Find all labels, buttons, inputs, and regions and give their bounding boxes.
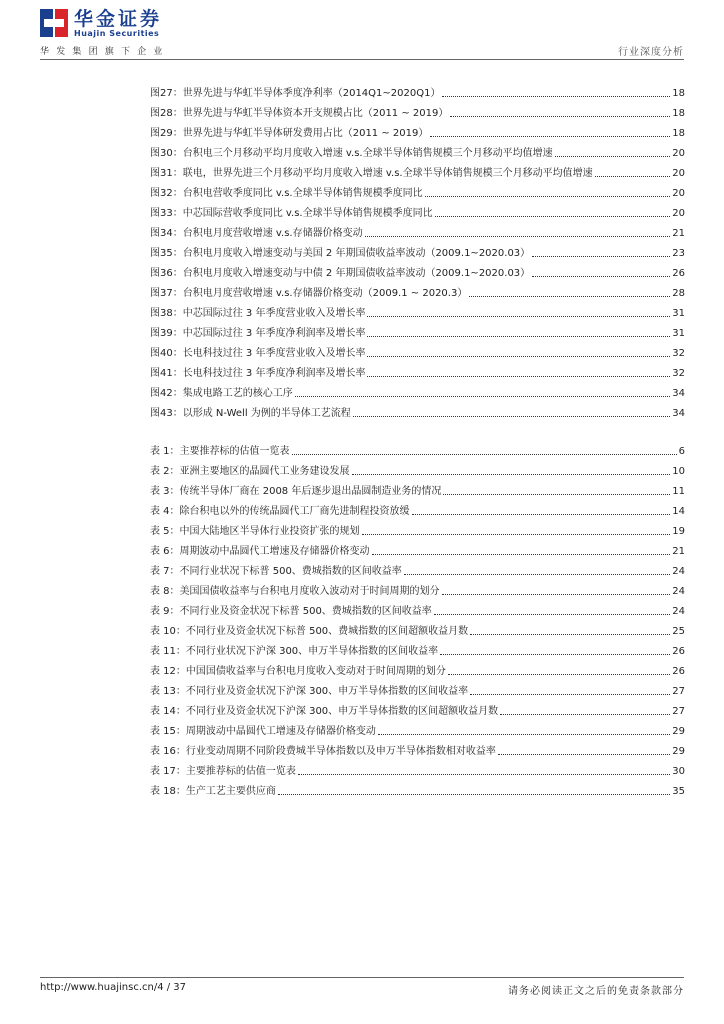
entry-page: 19 xyxy=(672,526,685,537)
entry-page: 27 xyxy=(672,686,685,697)
figure-entry[interactable] xyxy=(150,140,685,160)
dot-leader xyxy=(435,216,671,217)
entry-page: 26 xyxy=(672,666,685,677)
entry-title: 图35：台积电月度收入增速变动与美国 2 年期国债收益率波动（2009.1~2020.03） xyxy=(150,248,531,259)
entry-title: 表 12：中国国债收益率与台积电月度收入变动对于时间周期的划分 xyxy=(150,666,446,677)
figure-entry[interactable] xyxy=(150,280,685,300)
entry-page: 35 xyxy=(672,786,685,797)
figure-entry[interactable] xyxy=(150,80,685,100)
table-entry[interactable] xyxy=(150,638,685,658)
entry-page: 28 xyxy=(672,288,685,299)
entry-title: 图38：中芯国际过往 3 年季度营业收入及增长率 xyxy=(150,308,366,319)
entry-page: 20 xyxy=(672,148,685,159)
table-entry[interactable] xyxy=(150,678,685,698)
figure-entry[interactable] xyxy=(150,320,685,340)
table-entry[interactable] xyxy=(150,698,685,718)
dot-leader xyxy=(470,694,670,695)
table-entry[interactable] xyxy=(150,578,685,598)
dot-leader xyxy=(442,594,671,595)
entry-page: 32 xyxy=(672,368,685,379)
table-entry[interactable] xyxy=(150,598,685,618)
entry-title: 表 17：主要推荐标的估值一览表 xyxy=(150,766,296,777)
entry-page: 21 xyxy=(672,228,685,239)
dot-leader xyxy=(430,136,670,137)
entry-page: 18 xyxy=(672,88,685,99)
entry-page: 6 xyxy=(678,446,685,457)
entry-title: 图42：集成电路工艺的核心工序 xyxy=(150,388,293,399)
entry-title: 图34：台积电月度营收增速 v.s.存储器价格变动 xyxy=(150,228,363,239)
entry-title: 表 9：不同行业及资金状况下标普 500、费城指数的区间收益率 xyxy=(150,606,432,617)
entry-page: 34 xyxy=(672,408,685,419)
entry-title: 表 15：周期波动中晶圆代工增速及存储器价格变动 xyxy=(150,726,376,737)
table-entry[interactable] xyxy=(150,458,685,478)
dot-leader xyxy=(367,336,670,337)
header-divider xyxy=(40,59,684,60)
entry-title: 图30：台积电三个月移动平均月度收入增速 v.s.全球半导体销售规模三个月移动平均值增速 xyxy=(150,148,553,159)
table-entry[interactable] xyxy=(150,758,685,778)
dot-leader xyxy=(434,614,670,615)
dot-leader xyxy=(278,794,670,795)
entry-page: 27 xyxy=(672,706,685,717)
entry-page: 20 xyxy=(672,208,685,219)
dot-leader xyxy=(295,396,671,397)
entry-title: 表 6：周期波动中晶圆代工增速及存储器价格变动 xyxy=(150,546,370,557)
entry-title: 图43：以形成 N-Well 为例的半导体工艺流程 xyxy=(150,408,351,419)
dot-leader xyxy=(595,176,671,177)
entry-title: 表 18：生产工艺主要供应商 xyxy=(150,786,276,797)
dot-leader xyxy=(367,316,670,317)
dot-leader xyxy=(443,494,670,495)
entry-page: 11 xyxy=(672,486,685,497)
entry-title: 图36：台积电月度收入增速变动与中债 2 年期国债收益率波动（2009.1~2020.03） xyxy=(150,268,531,279)
table-entry[interactable] xyxy=(150,738,685,758)
dot-leader xyxy=(298,774,670,775)
figure-entry[interactable] xyxy=(150,400,685,420)
figure-entry[interactable] xyxy=(150,240,685,260)
entry-page: 24 xyxy=(672,606,685,617)
entry-page: 31 xyxy=(672,308,685,319)
logo-english-name: Huajin Securities xyxy=(74,28,160,38)
entry-title: 图27：世界先进与华虹半导体季度净利率（2014Q1~2020Q1） xyxy=(150,88,441,99)
entry-page: 31 xyxy=(672,328,685,339)
table-entry[interactable] xyxy=(150,618,685,638)
entry-title: 图31：联电，世界先进三个月移动平均月度收入增速 v.s.全球半导体销售规模三个月移动平均值增速 xyxy=(150,168,593,179)
dot-leader xyxy=(470,634,670,635)
table-entry[interactable] xyxy=(150,718,685,738)
entry-page: 29 xyxy=(672,726,685,737)
table-entry[interactable] xyxy=(150,478,685,498)
dot-leader xyxy=(367,356,670,357)
table-entry[interactable] xyxy=(150,778,685,798)
entry-page: 24 xyxy=(672,566,685,577)
entry-title: 表 8：美国国债收益率与台积电月度收入波动对于时间周期的划分 xyxy=(150,586,440,597)
figure-entry[interactable] xyxy=(150,220,685,240)
entry-title: 图32：台积电营收季度同比 v.s.全球半导体销售规模季度同比 xyxy=(150,188,423,199)
dot-leader xyxy=(450,116,670,117)
figure-entry[interactable] xyxy=(150,300,685,320)
table-entry[interactable] xyxy=(150,558,685,578)
entry-title: 图37：台积电月度营收增速 v.s.存储器价格变动（2009.1 ~ 2020.3） xyxy=(150,288,468,299)
dot-leader xyxy=(352,474,671,475)
entry-title: 图29：世界先进与华虹半导体研发费用占比（2011 ~ 2019） xyxy=(150,128,429,139)
entry-title: 图28：世界先进与华虹半导体资本开支规模占比（2011 ~ 2019） xyxy=(150,108,449,119)
entry-page: 34 xyxy=(672,388,685,399)
entry-page: 20 xyxy=(672,168,685,179)
dot-leader xyxy=(292,454,677,455)
entry-title: 表 2：亚洲主要地区的晶圆代工业务建设发展 xyxy=(150,466,350,477)
dot-leader xyxy=(425,196,671,197)
footer-disclaimer: 请务必阅读正文之后的免责条款部分 xyxy=(508,986,684,997)
dot-leader xyxy=(442,96,670,97)
figure-entry[interactable] xyxy=(150,340,685,360)
figure-entry[interactable] xyxy=(150,180,685,200)
dot-leader xyxy=(372,554,671,555)
entry-title: 表 4：除台积电以外的传统晶圆代工厂商先进制程投资放缓 xyxy=(150,506,410,517)
entry-page: 29 xyxy=(672,746,685,757)
dot-leader xyxy=(412,514,671,515)
dot-leader xyxy=(440,654,670,655)
company-logo xyxy=(40,8,162,38)
entry-page: 25 xyxy=(672,626,685,637)
footer-divider xyxy=(40,977,684,978)
dot-leader xyxy=(498,754,670,755)
entry-page: 23 xyxy=(672,248,685,259)
logo-chinese-name: 华金证券 xyxy=(74,7,163,30)
table-entry[interactable] xyxy=(150,438,685,458)
table-entry[interactable] xyxy=(150,498,685,518)
entry-page: 24 xyxy=(672,586,685,597)
dot-leader xyxy=(555,156,671,157)
entry-page: 30 xyxy=(672,766,685,777)
huajin-logo-icon xyxy=(40,9,68,37)
figure-entry[interactable] xyxy=(150,200,685,220)
entry-title: 图41：长电科技过往 3 年季度净利润率及增长率 xyxy=(150,368,366,379)
entry-page: 14 xyxy=(672,506,685,517)
entry-title: 表 13：不同行业及资金状况下沪深 300、申万半导体指数的区间收益率 xyxy=(150,686,469,697)
entry-title: 表 1：主要推荐标的估值一览表 xyxy=(150,446,290,457)
figure-entry[interactable] xyxy=(150,120,685,140)
entry-page: 21 xyxy=(672,546,685,557)
dot-leader xyxy=(532,256,670,257)
entry-page: 26 xyxy=(672,268,685,279)
dot-leader xyxy=(362,534,671,535)
entry-title: 表 16：行业变动周期不同阶段费城半导体指数以及申万半导体指数相对收益率 xyxy=(150,746,496,757)
dot-leader xyxy=(532,276,670,277)
entry-title: 表 3：传统半导体厂商在 2008 年后逐步退出晶圆制造业务的情况 xyxy=(150,486,442,497)
table-entry[interactable] xyxy=(150,538,685,558)
dot-leader xyxy=(448,674,670,675)
entry-title: 图40：长电科技过往 3 年季度营业收入及增长率 xyxy=(150,348,366,359)
entry-page: 10 xyxy=(672,466,685,477)
group-affiliation: 华发集团旗下企业 xyxy=(40,47,170,57)
entry-page: 18 xyxy=(672,128,685,139)
table-entry[interactable] xyxy=(150,658,685,678)
entry-page: 32 xyxy=(672,348,685,359)
figure-entry[interactable] xyxy=(150,360,685,380)
dot-leader xyxy=(404,574,670,575)
entry-page: 18 xyxy=(672,108,685,119)
dot-leader xyxy=(500,714,670,715)
entry-title: 表 5：中国大陆地区半导体行业投资扩张的规划 xyxy=(150,526,360,537)
figure-entry[interactable] xyxy=(150,260,685,280)
footer-url-page[interactable]: http://www.huajinsc.cn/4 / 37 xyxy=(40,982,187,993)
entry-title: 图39：中芯国际过往 3 年季度净利润率及增长率 xyxy=(150,328,366,339)
report-type: 行业深度分析 xyxy=(618,47,684,58)
figure-entry[interactable] xyxy=(150,160,685,180)
dot-leader xyxy=(365,236,671,237)
entry-page: 26 xyxy=(672,646,685,657)
dot-leader xyxy=(378,734,670,735)
entry-title: 表 11：不同行业状况下沪深 300、申万半导体指数的区间收益率 xyxy=(150,646,439,657)
dot-leader xyxy=(469,296,670,297)
dot-leader xyxy=(353,416,670,417)
entry-title: 表 7：不同行业状况下标普 500、费城指数的区间收益率 xyxy=(150,566,402,577)
entry-title: 图33：中芯国际营收季度同比 v.s.全球半导体销售规模季度同比 xyxy=(150,208,433,219)
figure-entry[interactable] xyxy=(150,100,685,120)
entry-page: 20 xyxy=(672,188,685,199)
figure-entry[interactable] xyxy=(150,380,685,400)
table-entry[interactable] xyxy=(150,518,685,538)
entry-title: 表 14：不同行业及资金状况下沪深 300、申万半导体指数的区间超额收益月数 xyxy=(150,706,499,717)
dot-leader xyxy=(367,376,670,377)
entry-title: 表 10：不同行业及资金状况下标普 500、费城指数的区间超额收益月数 xyxy=(150,626,469,637)
